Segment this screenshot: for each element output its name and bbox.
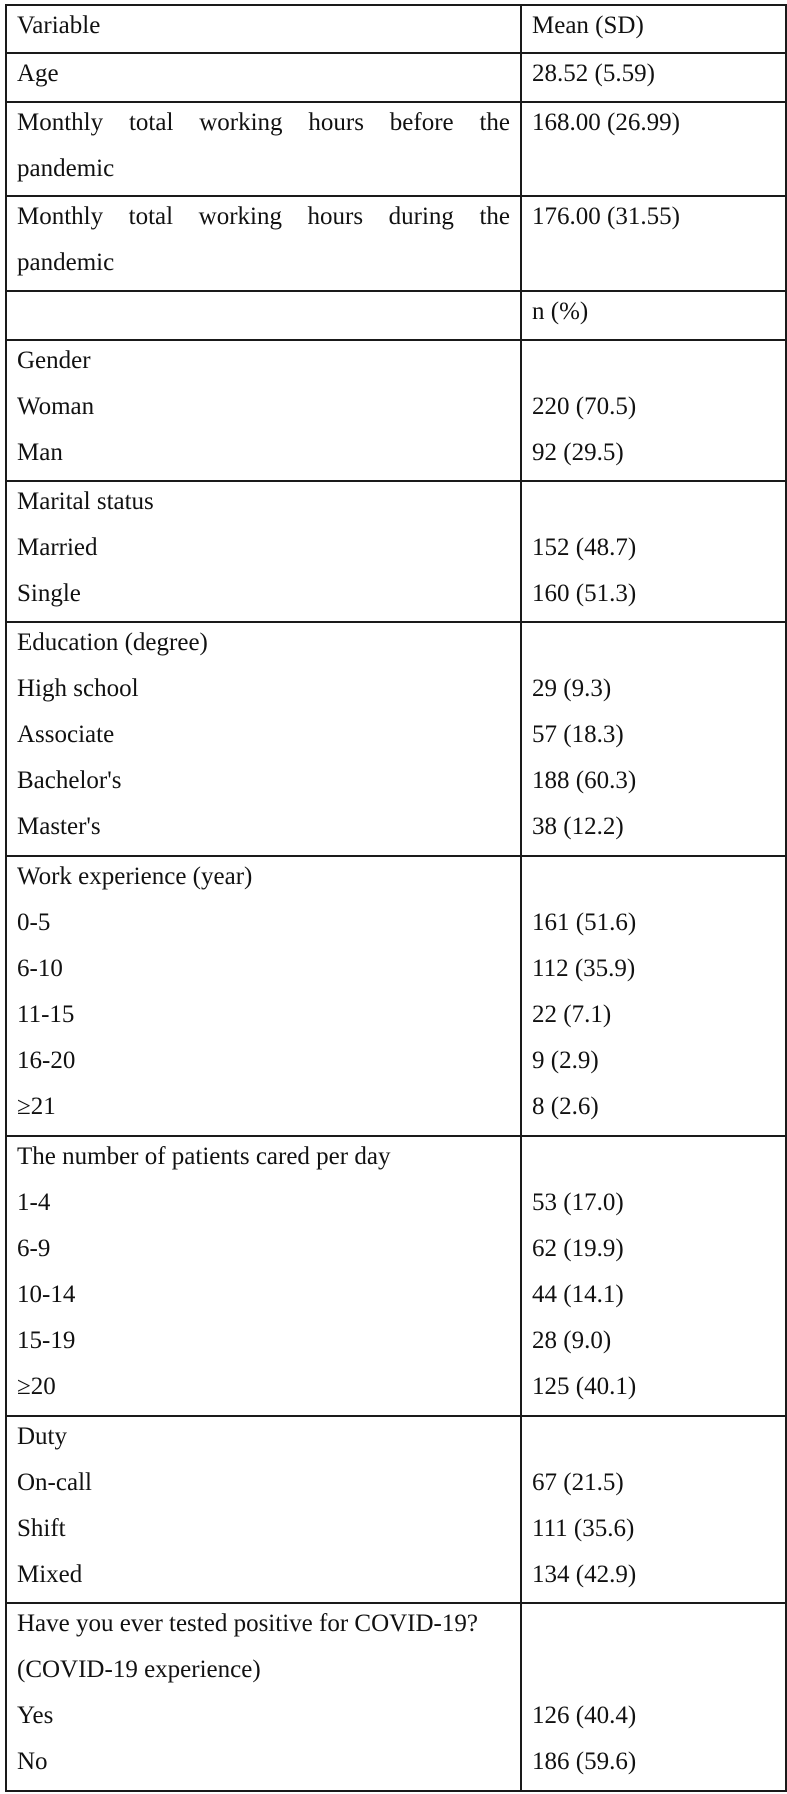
category-label: Associate [17, 720, 115, 748]
header-row [6, 5, 786, 53]
variable-header-cell [6, 5, 521, 53]
empty-cell [6, 291, 521, 339]
group-value-cell [521, 1416, 786, 1603]
category-label: No [17, 1748, 48, 1776]
blank-line [522, 482, 785, 528]
group-value-cell [521, 856, 786, 1136]
variable-header: Variable [17, 12, 101, 39]
category-label: Master's [17, 812, 101, 840]
table-row [6, 196, 786, 291]
category-label: Man [17, 438, 63, 466]
category-value: 134 (42.9) [532, 1560, 637, 1588]
mean-sd-value: 176.00 (31.55) [532, 203, 680, 231]
group-value-cell [521, 481, 786, 622]
category-label: 15-19 [17, 1326, 76, 1354]
category-value: 92 (29.5) [532, 438, 624, 466]
group-value-cell [521, 1603, 786, 1791]
value-cell [521, 102, 786, 197]
group-title: Work experience (year) [17, 862, 253, 890]
group-title: Duty [17, 1422, 67, 1450]
category-label: High school [17, 674, 139, 702]
category-value: 152 (48.7) [532, 533, 637, 561]
category-value: 125 (40.1) [532, 1372, 637, 1400]
table-group [6, 622, 786, 856]
group-label-cell [6, 622, 521, 856]
category-value: 186 (59.6) [532, 1748, 637, 1776]
group-title: (COVID-19 experience) [17, 1656, 261, 1684]
category-label: ≥21 [17, 1092, 56, 1120]
category-label: Single [17, 579, 81, 607]
category-label: 1-4 [17, 1188, 51, 1216]
blank-line [522, 1604, 785, 1650]
category-label: 11-15 [17, 1000, 75, 1028]
category-value: 112 (35.9) [532, 954, 636, 982]
table-group [6, 1136, 786, 1416]
group-label-cell [6, 1603, 521, 1791]
category-value: 62 (19.9) [532, 1234, 624, 1262]
blank-line [522, 1650, 785, 1696]
mean-sd-header: Mean (SD) [532, 12, 644, 39]
category-value: 29 (9.3) [532, 674, 612, 702]
category-label: 0-5 [17, 908, 51, 936]
category-value: 8 (2.6) [532, 1092, 599, 1120]
group-value-cell [521, 1136, 786, 1416]
category-label: Woman [17, 392, 95, 420]
value-cell [521, 196, 786, 291]
category-value: 38 (12.2) [532, 812, 624, 840]
category-value: 22 (7.1) [532, 1000, 612, 1028]
value-header-cell [521, 291, 786, 339]
table-group [6, 340, 786, 481]
group-title: Have you ever tested positive for COVID-19? [17, 1610, 478, 1638]
table-group [6, 1603, 786, 1791]
category-value: 53 (17.0) [532, 1188, 624, 1216]
variable-cell [6, 196, 521, 291]
category-label: On-call [17, 1468, 92, 1496]
group-title: Education (degree) [17, 628, 208, 656]
n-percent-header-row [6, 291, 786, 339]
blank-line [522, 1417, 785, 1463]
category-label: Married [17, 533, 98, 561]
table-group [6, 1416, 786, 1603]
group-title: Gender [17, 346, 91, 374]
group-label-cell [6, 340, 521, 481]
category-value: 111 (35.6) [532, 1514, 635, 1542]
variable-label: pandemic [17, 249, 115, 277]
blank-line [522, 1137, 785, 1183]
category-label: Bachelor's [17, 766, 122, 794]
variable-label: pandemic [17, 154, 115, 182]
table-group [6, 481, 786, 622]
category-label: 6-10 [17, 954, 63, 982]
category-value: 44 (14.1) [532, 1280, 624, 1308]
group-value-cell [521, 622, 786, 856]
group-label-cell [6, 1136, 521, 1416]
category-label: Mixed [17, 1560, 83, 1588]
category-label: ≥20 [17, 1372, 56, 1400]
mean-sd-value: 168.00 (26.99) [532, 108, 680, 136]
category-label: 10-14 [17, 1280, 76, 1308]
category-value: 67 (21.5) [532, 1468, 624, 1496]
group-title: Marital status [17, 487, 154, 515]
blank-line [522, 857, 785, 903]
category-value: 161 (51.6) [532, 908, 637, 936]
group-label-cell [6, 856, 521, 1136]
variable-label: Monthly total working hours before the [17, 108, 510, 136]
category-value: 57 (18.3) [532, 720, 624, 748]
category-value: 160 (51.3) [532, 579, 637, 607]
blank-line [522, 341, 785, 387]
variable-cell [6, 53, 521, 101]
n-percent-header: n (%) [532, 298, 589, 326]
category-label: 6-9 [17, 1234, 51, 1262]
table-row [6, 102, 786, 197]
mean-sd-value: 28.52 (5.59) [532, 60, 655, 88]
blank-line [7, 292, 520, 338]
group-label-cell [6, 1416, 521, 1603]
variable-label: Age [17, 60, 59, 88]
variable-cell [6, 102, 521, 197]
category-value: 9 (2.9) [532, 1046, 599, 1074]
value-header-cell [521, 5, 786, 53]
characteristics-table [5, 4, 787, 1792]
group-title: The number of patients cared per day [17, 1142, 391, 1170]
category-label: Shift [17, 1514, 66, 1542]
value-cell [521, 53, 786, 101]
table-group [6, 856, 786, 1136]
variable-label: Monthly total working hours during the [17, 203, 510, 231]
table-body [6, 5, 786, 1791]
table-row [6, 53, 786, 101]
category-value: 28 (9.0) [532, 1326, 612, 1354]
category-value: 220 (70.5) [532, 392, 637, 420]
group-value-cell [521, 340, 786, 481]
category-value: 126 (40.4) [532, 1702, 637, 1730]
category-label: 16-20 [17, 1046, 76, 1074]
blank-line [522, 623, 785, 669]
category-value: 188 (60.3) [532, 766, 637, 794]
category-label: Yes [17, 1702, 54, 1730]
group-label-cell [6, 481, 521, 622]
